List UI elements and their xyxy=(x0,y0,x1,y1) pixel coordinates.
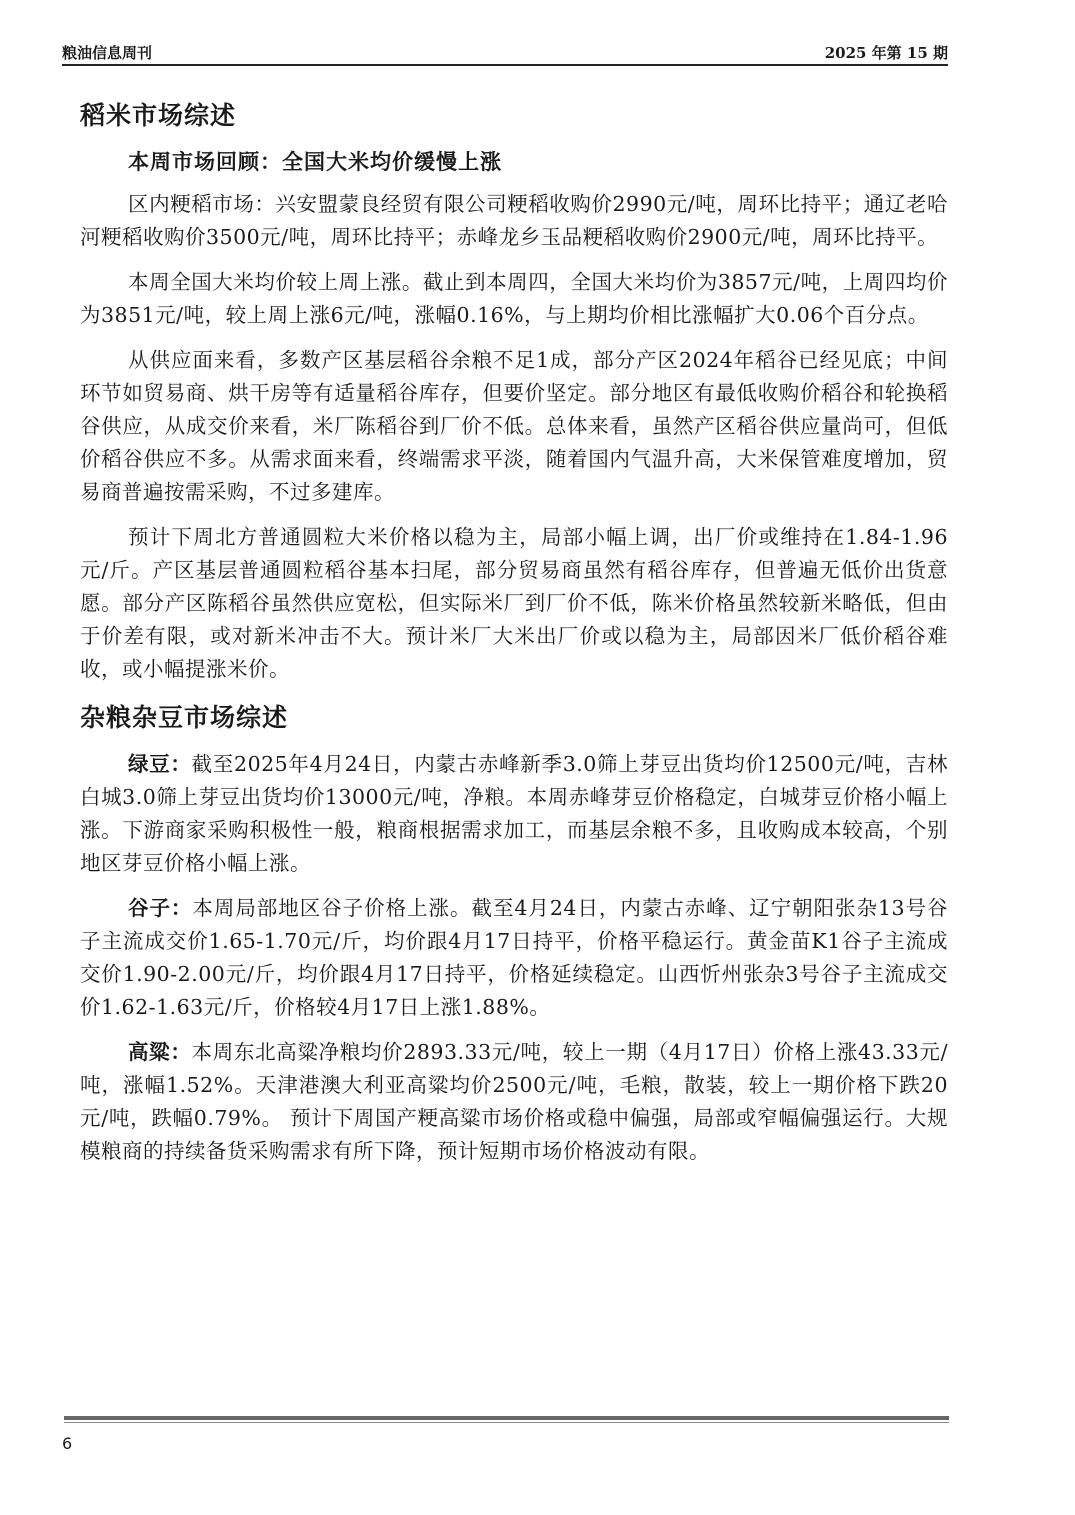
page-content xyxy=(80,96,948,1180)
grains-section xyxy=(80,698,948,1168)
mungbean-text: 截至2025年4月24日，内蒙古赤峰新季3.0筛上芽豆出货均价12500元/吨，吉林白城3.0筛上芽豆出货均价13000元/吨，净粮。本周赤峰芽豆价格稳定，白城芽豆价格小幅上涨。下游商家采购积极性一般，粮商根据需求加工，而基层余粮不多，且收购成本较高，个别地区芽豆价格小幅上涨。 xyxy=(80,752,948,875)
journal-name: 粮油信息周刊 xyxy=(62,44,153,62)
page-number: 6 xyxy=(62,1434,73,1453)
millet-text: 本周局部地区谷子价格上涨。截至4月24日，内蒙古赤峰、辽宁朝阳张杂13号谷子主流成交价1.65-1.70元/斤，均价跟4月17日持平，价格平稳运行。黄金苗K1谷子主流成交价1.90-2.00元/斤，均价跟4月17日持平，价格延续稳定。山西忻州张杂3号谷子主流成交价1.62-1.63元/斤，价格较4月17日上涨1.88%。 xyxy=(80,896,948,1019)
sorghum-label: 高粱： xyxy=(128,1040,192,1064)
rice-paragraph-3: 从供应面来看，多数产区基层稻谷余粮不足1成，部分产区2024年稻谷已经见底；中间环节如贸易商、烘干房等有适量稻谷库存，但要价坚定。部分地区有最低收购价稻谷和轮换稻谷供应，从成交价来看，米厂陈稻谷到厂价不低。总体来看，虽然产区稻谷供应量尚可，但低价稻谷供应不多。从需求面来看，终端需求平淡，随着国内气温升高，大米保管难度增加，贸易商普遍按需采购，不过多建库。 xyxy=(80,348,948,504)
section-title-rice: 稻米市场综述 xyxy=(80,101,237,130)
footer-rule-thick xyxy=(64,1416,949,1420)
millet-paragraph xyxy=(80,892,948,1024)
footer-rule xyxy=(64,1416,949,1423)
mungbean-paragraph xyxy=(80,748,948,880)
footer-rule-thin xyxy=(64,1422,949,1423)
running-header xyxy=(62,40,948,66)
sorghum-paragraph xyxy=(80,1036,948,1168)
sorghum-text: 本周东北高粱净粮均价2893.33元/吨，较上一期（4月17日）价格上涨43.33元/吨，涨幅1.52%。天津港澳大利亚高粱均价2500元/吨，毛粮，散装，较上一期价格下跌20元/吨，跌幅0.79%。 预计下周国产粳高粱市场价格或稳中偏强，局部或窄幅偏强运行。大规模粮商的持续备货采购需求有所下降，预计短期市场价格波动有限。 xyxy=(80,1040,949,1163)
issue-number: 2025 年第 15 期 xyxy=(824,44,948,62)
mungbean-label: 绿豆： xyxy=(128,752,192,776)
section-title-grains: 杂粮杂豆市场综述 xyxy=(80,703,289,732)
rice-paragraph-1: 区内粳稻市场：兴安盟蒙良经贸有限公司粳稻收购价2990元/吨，周环比持平；通辽老哈河粳稻收购价3500元/吨，周环比持平；赤峰龙乡玉品粳稻收购价2900元/吨，周环比持平。 xyxy=(80,192,948,249)
millet-label: 谷子： xyxy=(128,896,193,920)
rice-paragraph-4: 预计下周北方普通圆粒大米价格以稳为主，局部小幅上调，出厂价或维持在1.84-1.96元/斤。产区基层普通圆粒稻谷基本扫尾，部分贸易商虽然有稻谷库存，但普遍无低价出货意愿。部分产区陈稻谷虽然供应宽松，但实际米厂到厂价不低，陈米价格虽然较新米略低，但由于价差有限，或对新米冲击不大。预计米厂大米出厂价或以稳为主，局部因米厂低价稻谷难收，或小幅提涨米价。 xyxy=(80,525,948,681)
rice-section xyxy=(80,96,948,686)
section-subtitle-rice: 本周市场回顾：全国大米均价缓慢上涨 xyxy=(128,150,502,174)
rice-paragraph-2: 本周全国大米均价较上周上涨。截止到本周四，全国大米均价为3857元/吨，上周四均价为3851元/吨，较上周上涨6元/吨，涨幅0.16%，与上期均价相比涨幅扩大0.06个百分点。 xyxy=(80,270,948,327)
